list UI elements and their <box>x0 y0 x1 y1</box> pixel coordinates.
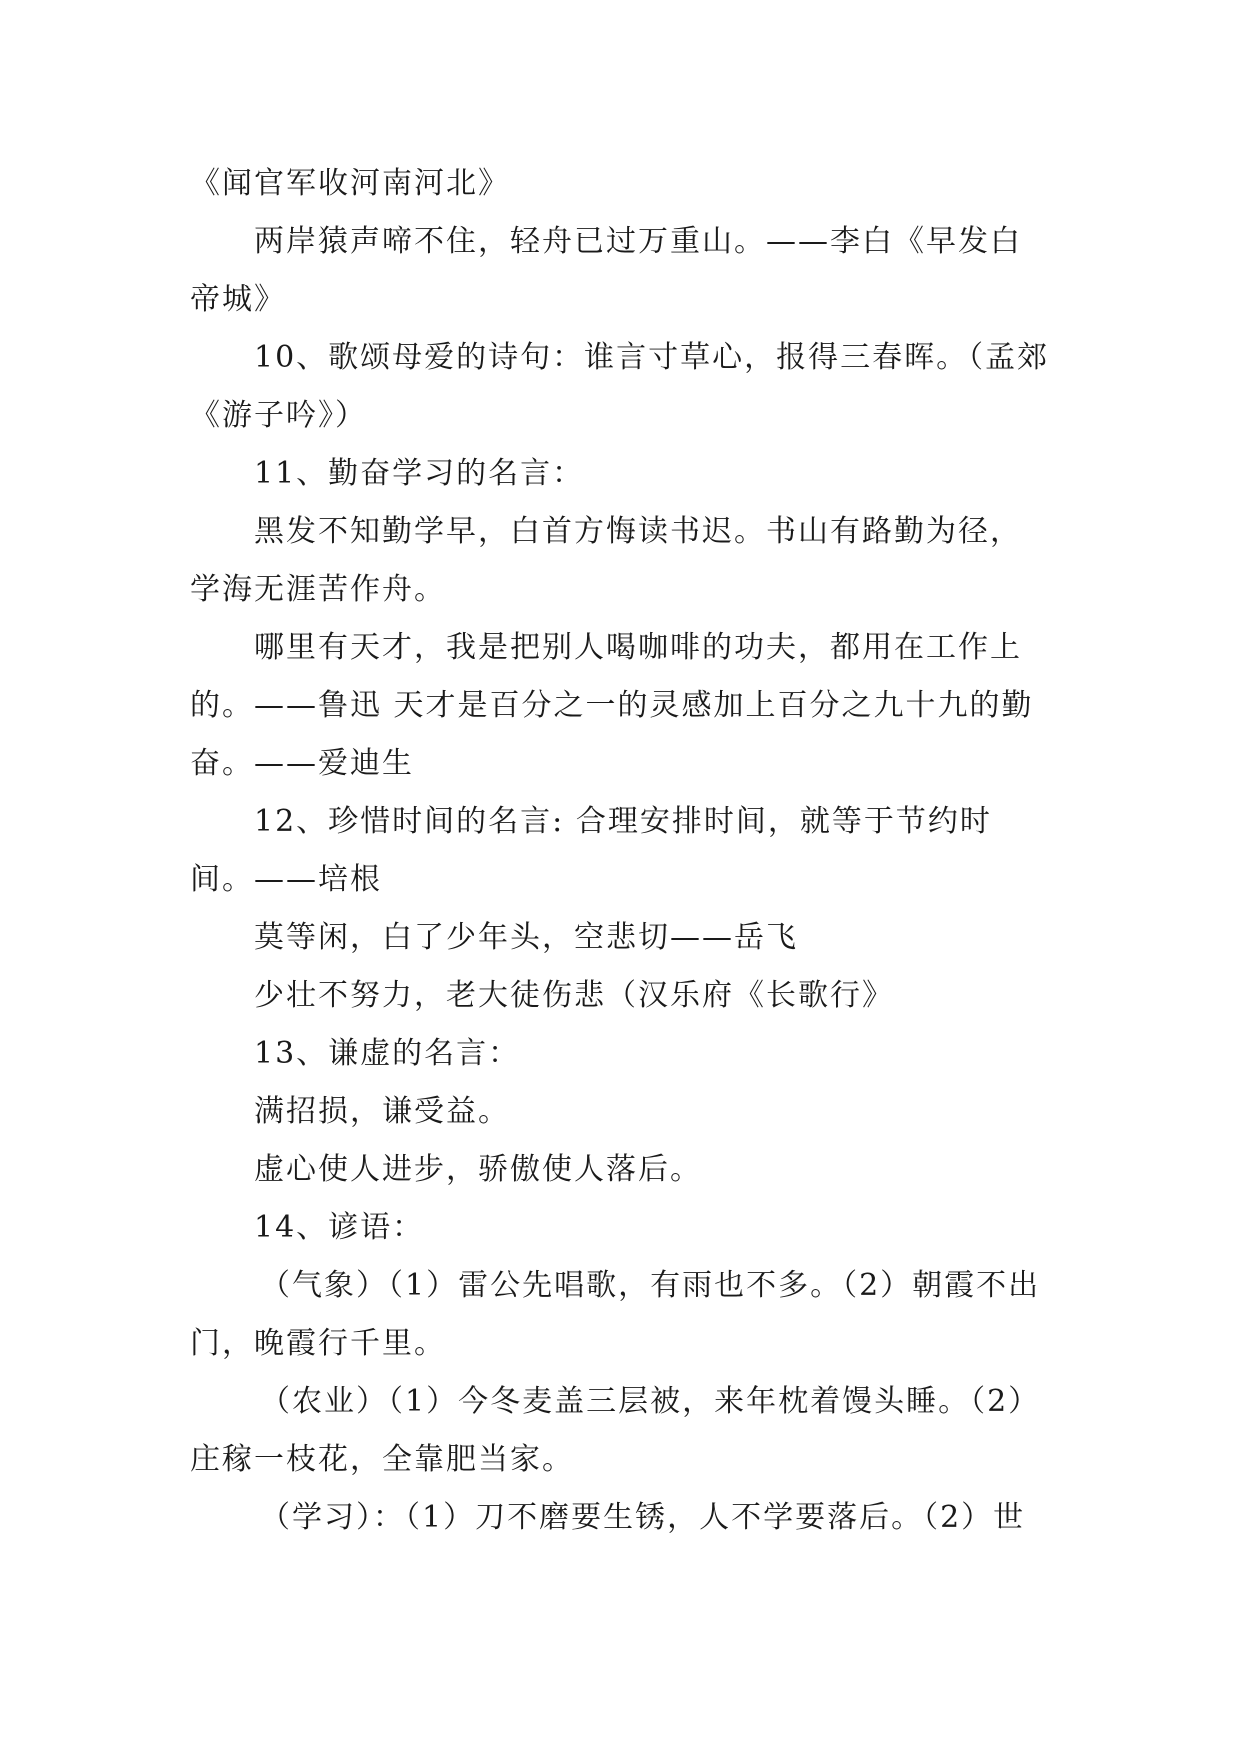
quote-chang-ge-xing: 少壮不努力，老大徒伤悲（汉乐府《长歌行》 <box>254 978 894 1013</box>
quote-yue-fei: 莫等闲，白了少年头，空悲切——岳飞 <box>254 920 798 955</box>
poem-title-line: 《闻官军收河南河北》 <box>190 166 510 201</box>
section-11-heading: 11、勤奋学习的名言： <box>254 456 585 491</box>
section-13-heading: 13、谦虚的名言： <box>254 1036 521 1071</box>
proverb-weather: （气象）（1）雷公先唱歌，有雨也不多。（2）朝霞不出门，晚霞行千里。 <box>190 1268 1041 1361</box>
section-12-time: 12、珍惜时间的名言: 合理安排时间，就等于节约时间。——培根 <box>190 804 992 897</box>
quote-modesty-1: 满招损，谦受益。 <box>254 1094 510 1129</box>
quote-diligence-1: 黑发不知勤学早，白首方悔读书迟。书山有路勤为径，学海无涯苦作舟。 <box>190 514 1022 607</box>
quote-modesty-2: 虚心使人进步，骄傲使人落后。 <box>254 1152 702 1187</box>
document-body <box>190 155 1050 1547</box>
quote-li-bai: 两岸猿声啼不住，轻舟已过万重山。——李白《早发白帝城》 <box>190 224 1022 317</box>
proverb-study: （学习）：（1）刀不磨要生锈，人不学要落后。（2）世 <box>260 1500 1026 1535</box>
proverb-agriculture: （农业）（1）今冬麦盖三层被，来年枕着馒头睡。（2）庄稼一枝花，全靠肥当家。 <box>190 1384 1041 1477</box>
section-10-maternal-love: 10、歌颂母爱的诗句：谁言寸草心，报得三春晖。（孟郊《游子吟》） <box>190 340 1050 433</box>
section-14-heading: 14、谚语： <box>254 1210 425 1245</box>
quote-diligence-2: 哪里有天才，我是把别人喝咖啡的功夫，都用在工作上的。——鲁迅 天才是百分之一的灵感加上百分之九十九的勤奋。——爱迪生 <box>190 630 1034 781</box>
